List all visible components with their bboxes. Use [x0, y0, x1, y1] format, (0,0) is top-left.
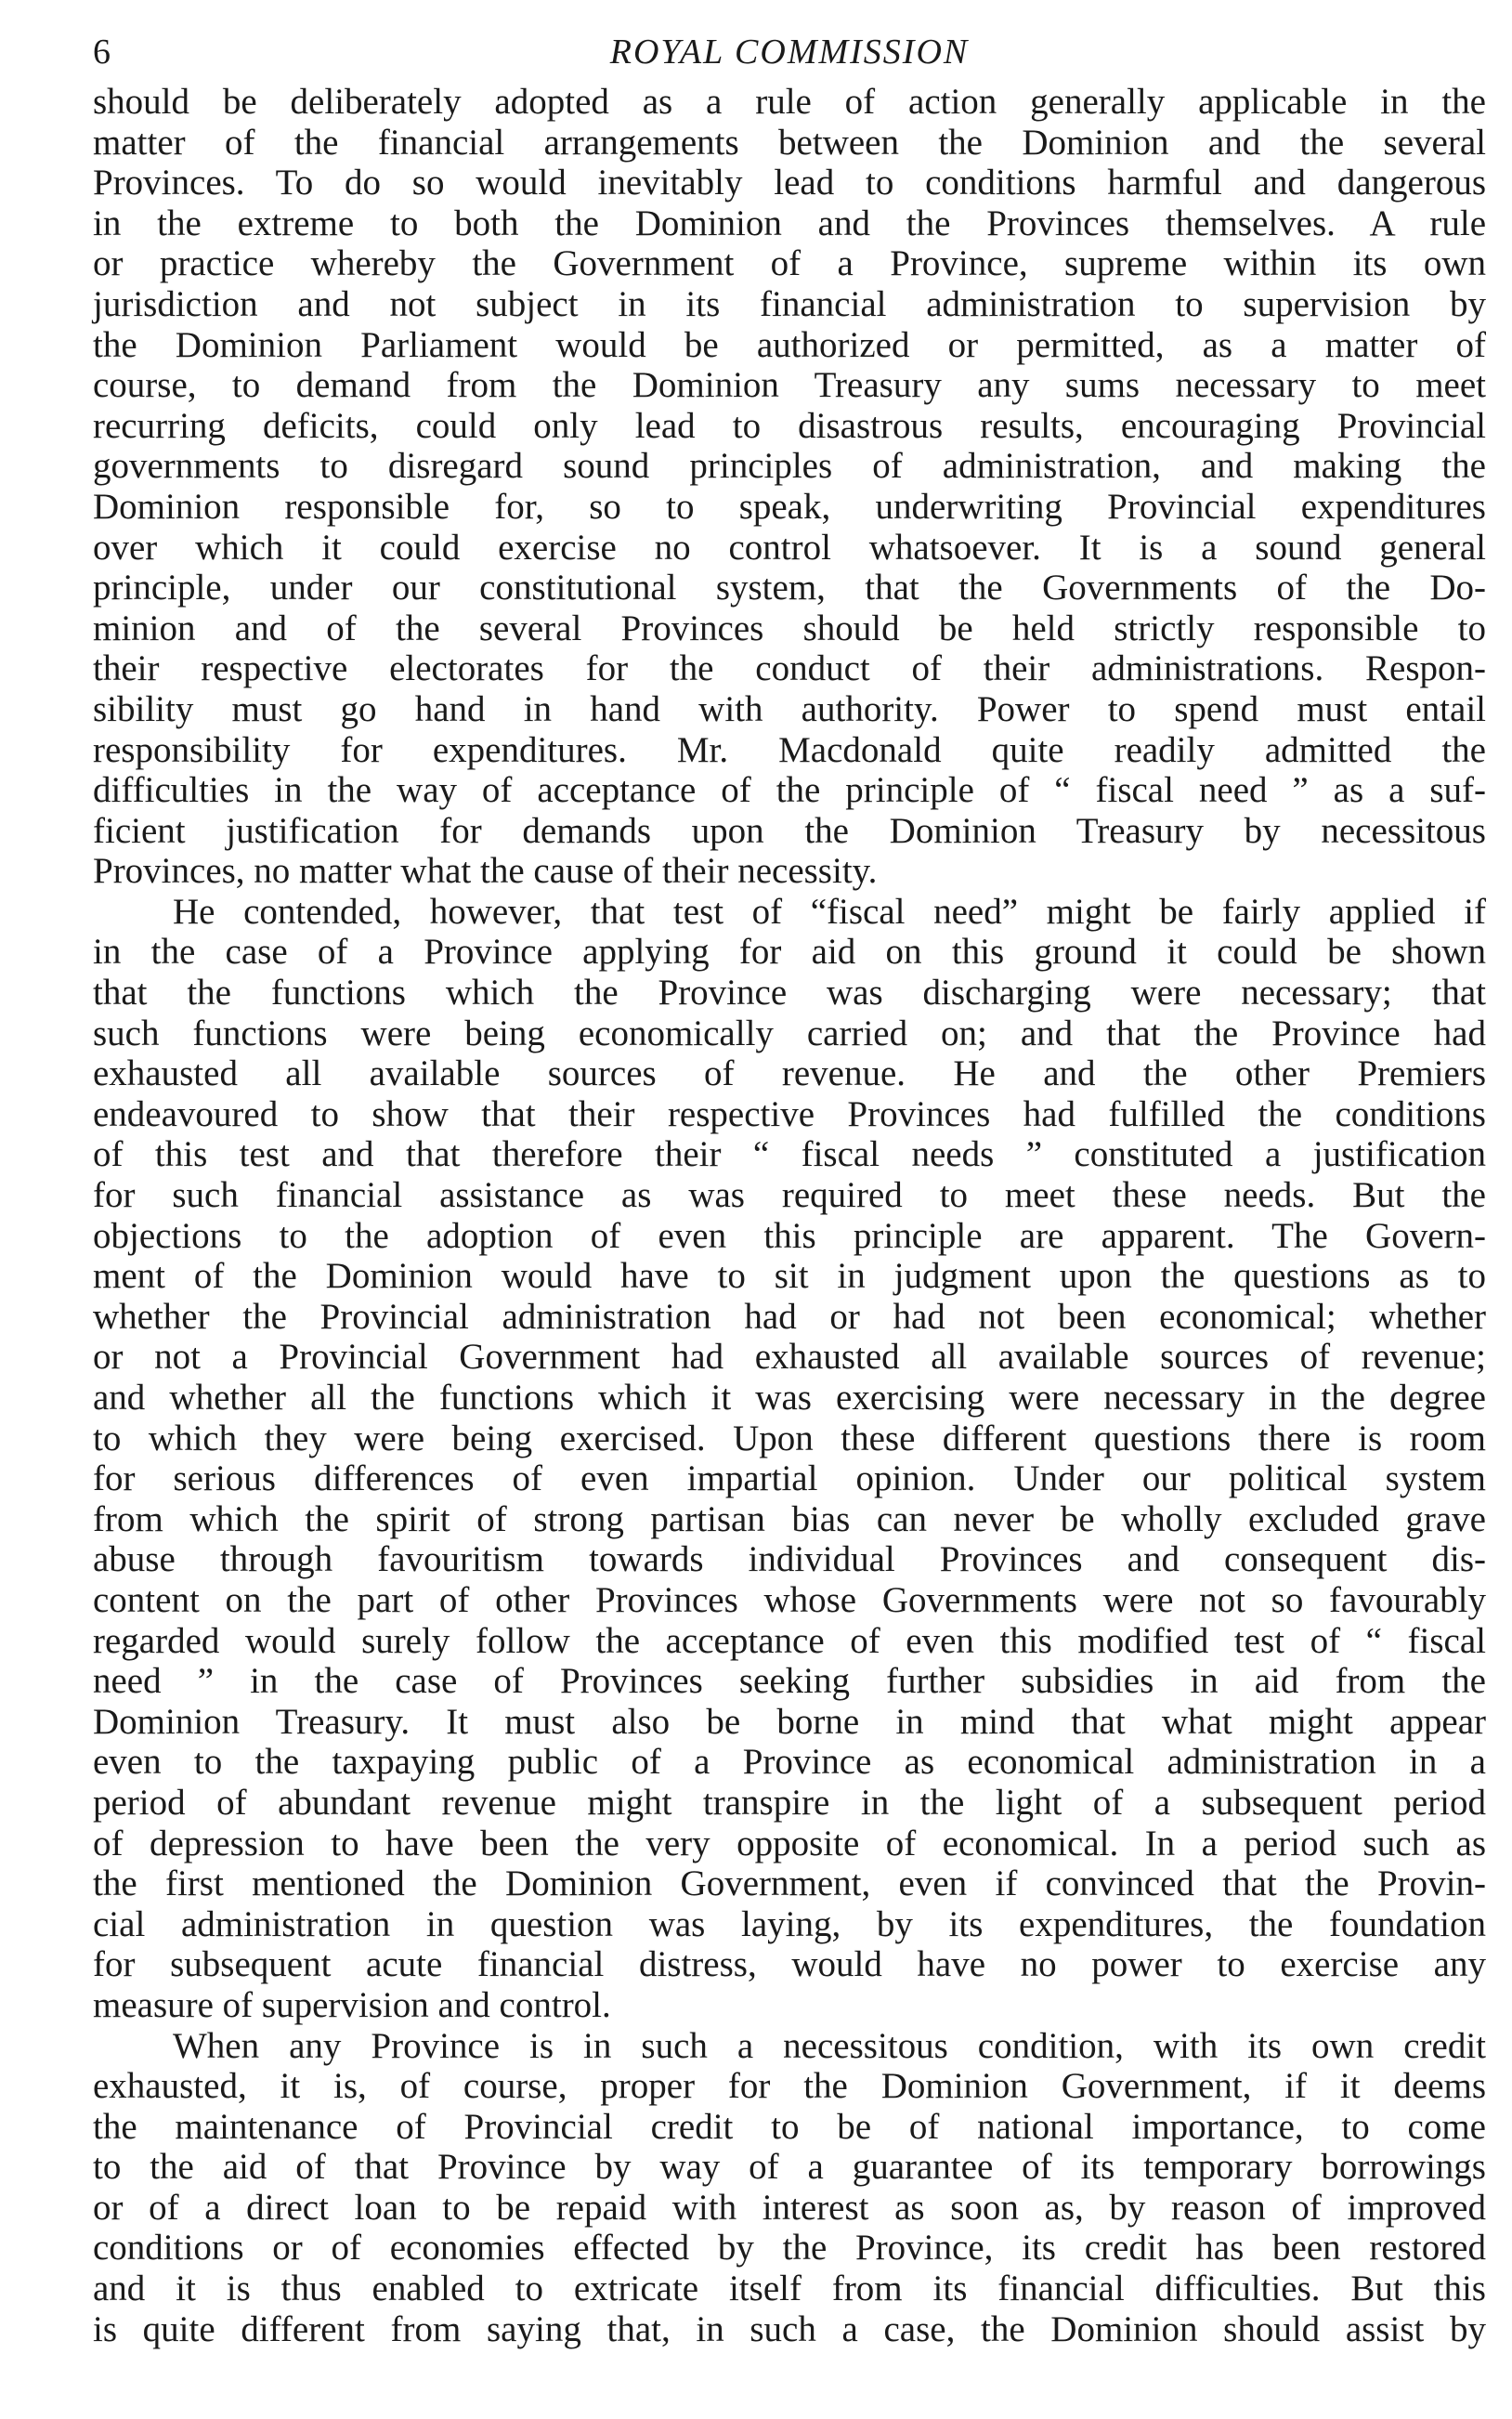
text-line: He contended, however, that test of “fiscal need” might be fairly applied if: [173, 891, 1486, 932]
running-head: [93, 26, 1486, 78]
text-line: to the aid of that Province by way of a guarantee of its temporary borrowings: [93, 2147, 1486, 2188]
text-line: is quite different from saying that, in such a case, the Dominion should assist by: [93, 2308, 1486, 2349]
paragraph: [93, 892, 1486, 2026]
text-line: measure of supervision and control.: [93, 1984, 611, 2025]
text-line: matter of the financial arrangements between the Dominion and the several: [93, 122, 1486, 163]
text-line: content on the part of other Provinces whose Governments were not so favourably: [93, 1579, 1486, 1620]
text-line: or of a direct loan to be repaid with interest as soon as, by reason of improved: [93, 2187, 1486, 2228]
text-line: sibility must go hand in hand with authority. Power to spend must entail: [93, 688, 1486, 729]
text-line: conditions or of economies effected by the Province, its credit has been restored: [93, 2228, 1486, 2269]
text-line: or practice whereby the Government of a Province, supreme within its own: [93, 243, 1486, 284]
document-page: [93, 26, 1486, 2349]
paragraph: [93, 2026, 1486, 2350]
text-line: from which the spirit of strong partisan bias can never be wholly excluded grave: [93, 1498, 1486, 1539]
text-line: period of abundant revenue might transpire in the light of a subsequent period: [93, 1782, 1486, 1823]
text-line: of depression to have been the very opposite of economical. In a period such as: [93, 1823, 1486, 1863]
text-line: responsibility for expenditures. Mr. Macdonald quite readily admitted the: [93, 729, 1486, 770]
text-line: abuse through favouritism towards individual Provinces and consequent dis-: [93, 1539, 1486, 1580]
text-line: Dominion Treasury. It must also be borne in mind that what might appear: [93, 1701, 1486, 1742]
text-line: jurisdiction and not subject in its financial administration to supervision by: [93, 283, 1486, 324]
text-line: Dominion responsible for, so to speak, underwriting Provincial expenditures: [93, 486, 1486, 527]
text-line: the first mentioned the Dominion Government, even if convinced that the Provin-: [93, 1863, 1486, 1904]
text-line: Provinces. To do so would inevitably lead to conditions harmful and dangerous: [93, 163, 1486, 203]
text-line: When any Province is in such a necessitous condition, with its own credit: [173, 2025, 1486, 2066]
text-line: cial administration in question was laying, by its expenditures, the foundation: [93, 1903, 1486, 1944]
text-line: that the functions which the Province was discharging were necessary; that: [93, 973, 1486, 1013]
text-line: for such financial assistance as was required to meet these needs. But the: [93, 1175, 1486, 1216]
text-line: exhausted, it is, of course, proper for the Dominion Government, if it deems: [93, 2066, 1486, 2107]
text-line: even to the taxpaying public of a Province as economical administration in a: [93, 1742, 1486, 1783]
text-line: for serious differences of even impartial opinion. Under our political system: [93, 1458, 1486, 1499]
text-line: objections to the adoption of even this principle are apparent. The Govern-: [93, 1215, 1486, 1256]
text-line: for subsequent acute financial distress, would have no power to exercise any: [93, 1944, 1486, 1985]
text-line: of this test and that therefore their “ fiscal needs ” constituted a justification: [93, 1134, 1486, 1175]
text-line: course, to demand from the Dominion Treasury any sums necessary to meet: [93, 365, 1486, 406]
text-line: over which it could exercise no control whatsoever. It is a sound general: [93, 527, 1486, 568]
text-line: regarded would surely follow the acceptance of even this modified test of “ fiscal: [93, 1620, 1486, 1661]
text-line: the maintenance of Provincial credit to be of national importance, to come: [93, 2106, 1486, 2147]
text-line: such functions were being economically carried on; and that the Province had: [93, 1013, 1486, 1053]
text-line: need ” in the case of Provinces seeking further subsidies in aid from the: [93, 1661, 1486, 1702]
text-line: and whether all the functions which it was exercising were necessary in the degree: [93, 1378, 1486, 1418]
text-line: ficient justification for demands upon the Dominion Treasury by necessitous: [93, 810, 1486, 851]
text-line: in the case of a Province applying for aid on this ground it could be shown: [93, 932, 1486, 973]
text-line: exhausted all available sources of revenue. He and the other Premiers: [93, 1053, 1486, 1094]
text-line: in the extreme to both the Dominion and the Provinces themselves. A rule: [93, 203, 1486, 243]
text-line: difficulties in the way of acceptance of the principle of “ fiscal need ” as a suf-: [93, 770, 1486, 811]
text-line: to which they were being exercised. Upon these different questions there is room: [93, 1418, 1486, 1458]
body-text: [93, 82, 1486, 2349]
text-line: whether the Provincial administration had or had not been economical; whether: [93, 1296, 1486, 1337]
text-line: Provinces, no matter what the cause of their necessity.: [93, 851, 878, 892]
text-line: minion and of the several Provinces should be held strictly responsible to: [93, 608, 1486, 648]
text-line: ment of the Dominion would have to sit in judgment upon the questions as to: [93, 1256, 1486, 1297]
text-line: governments to disregard sound principles of administration, and making the: [93, 446, 1486, 487]
text-line: their respective electorates for the conduct of their administrations. Respon-: [93, 648, 1486, 689]
text-line: principle, under our constitutional system, that the Governments of the Do-: [93, 568, 1486, 608]
running-title: ROYAL COMMISSION: [609, 33, 970, 72]
text-line: and it is thus enabled to extricate itself from its financial difficulties. But this: [93, 2269, 1486, 2309]
text-line: or not a Provincial Government had exhausted all available sources of revenue;: [93, 1337, 1486, 1378]
text-line: endeavoured to show that their respective Provinces had fulfilled the conditions: [93, 1093, 1486, 1134]
text-line: should be deliberately adopted as a rule of action generally applicable in the: [93, 82, 1486, 122]
page-number: 6: [93, 33, 111, 72]
text-line: the Dominion Parliament would be authorized or permitted, as a matter of: [93, 324, 1486, 365]
text-line: recurring deficits, could only lead to disastrous results, encouraging Provincial: [93, 405, 1486, 446]
paragraph: [93, 82, 1486, 892]
